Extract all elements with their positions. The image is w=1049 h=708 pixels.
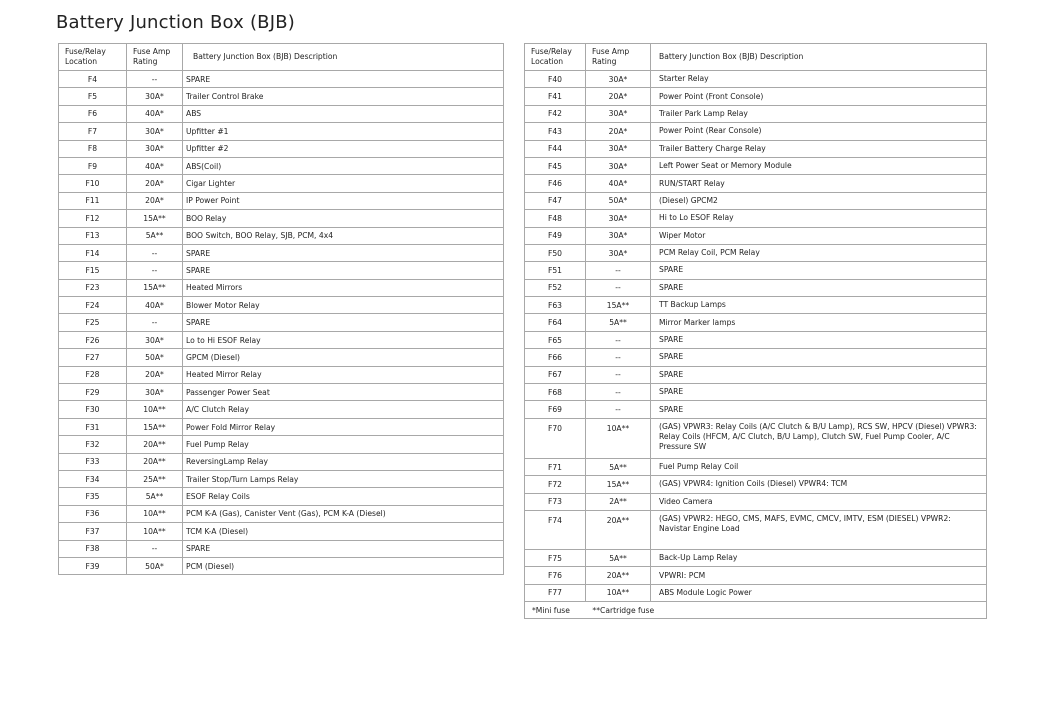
fuse-description: ESOF Relay Coils: [183, 488, 504, 505]
fuse-description: SPARE: [651, 279, 987, 296]
fuse-location: F52: [525, 279, 586, 296]
fuse-description: PCM (Diesel): [183, 557, 504, 574]
fuse-rating: --: [586, 384, 651, 401]
fuse-rating: --: [586, 279, 651, 296]
fuse-rating: 5A**: [127, 488, 183, 505]
fuse-rating: 10A**: [586, 418, 651, 458]
fuse-description: TCM K-A (Diesel): [183, 523, 504, 540]
fuse-rating: 20A*: [586, 123, 651, 140]
table-row: [525, 418, 987, 458]
fuse-description: Mirror Marker lamps: [651, 314, 987, 331]
fuse-description: SPARE: [183, 540, 504, 557]
fuse-rating: 30A*: [586, 140, 651, 157]
table-row: [59, 523, 504, 540]
table-row: [525, 331, 987, 348]
fuse-location: F69: [525, 401, 586, 418]
fuse-rating: 30A*: [127, 384, 183, 401]
fuse-location: F73: [525, 493, 586, 510]
fuse-location: F37: [59, 523, 127, 540]
fuse-description: SPARE: [651, 262, 987, 279]
fuse-rating: 5A**: [586, 314, 651, 331]
fuse-description: ABS: [183, 105, 504, 122]
fuse-rating: 20A**: [127, 436, 183, 453]
table-row: [525, 123, 987, 140]
table-row: [525, 314, 987, 331]
fuse-description: A/C Clutch Relay: [183, 401, 504, 418]
fuse-description: (GAS) VPWR4: Ignition Coils (Diesel) VPWR4: TCM: [651, 476, 987, 493]
table-row: [59, 88, 504, 105]
fuse-location: F23: [59, 279, 127, 296]
fuse-rating: 40A*: [127, 297, 183, 314]
table-row: [59, 401, 504, 418]
table-row: [59, 105, 504, 122]
fuse-description: RUN/START Relay: [651, 175, 987, 192]
table-row: [59, 384, 504, 401]
fuse-rating: --: [127, 540, 183, 557]
fuse-location: F24: [59, 297, 127, 314]
table-row: [59, 123, 504, 140]
table-row: [59, 557, 504, 574]
table-row: [525, 401, 987, 418]
fuse-description: Power Point (Rear Console): [651, 123, 987, 140]
fuse-location: F15: [59, 262, 127, 279]
table-row: [59, 488, 504, 505]
fuse-rating: --: [586, 366, 651, 383]
table-row: [59, 175, 504, 192]
table-row: [525, 175, 987, 192]
fuse-location: F14: [59, 244, 127, 261]
fuse-rating: --: [586, 262, 651, 279]
table-row: [59, 192, 504, 209]
fuse-rating: 20A*: [127, 175, 183, 192]
fuse-rating: --: [586, 331, 651, 348]
fuse-rating: 15A**: [586, 476, 651, 493]
fuse-location: F12: [59, 210, 127, 227]
fuse-description: BOO Relay: [183, 210, 504, 227]
header-description: Battery Junction Box (BJB) Description: [183, 44, 504, 71]
fuse-location: F66: [525, 349, 586, 366]
table-row: [525, 366, 987, 383]
fuse-location: F65: [525, 331, 586, 348]
fuse-description: Hi to Lo ESOF Relay: [651, 210, 987, 227]
fuse-description: Wiper Motor: [651, 227, 987, 244]
fuse-description: BOO Switch, BOO Relay, SJB, PCM, 4x4: [183, 227, 504, 244]
table-row: [59, 470, 504, 487]
fuse-rating: 10A**: [127, 523, 183, 540]
fuse-location: F47: [525, 192, 586, 209]
fuse-table-right: [524, 43, 987, 619]
fuse-location: F46: [525, 175, 586, 192]
fuse-rating: --: [127, 262, 183, 279]
fuse-location: F32: [59, 436, 127, 453]
fuse-description: Trailer Stop/Turn Lamps Relay: [183, 470, 504, 487]
fuse-rating: 15A**: [127, 279, 183, 296]
fuse-rating: 30A*: [586, 244, 651, 261]
fuse-location: F63: [525, 297, 586, 314]
fuse-location: F42: [525, 105, 586, 122]
fuse-description: Lo to Hi ESOF Relay: [183, 331, 504, 348]
fuse-rating: --: [586, 401, 651, 418]
fuse-rating: 40A*: [586, 175, 651, 192]
fuse-rating: 40A*: [127, 157, 183, 174]
fuse-rating: 30A*: [586, 210, 651, 227]
fuse-description: (GAS) VPWR2: HEGO, CMS, MAFS, EVMC, CMCV, IMTV, ESM (DIESEL) VPWR2: Navistar Engine Load: [651, 510, 987, 549]
fuse-description: SPARE: [183, 71, 504, 88]
table-row: [59, 297, 504, 314]
table-row: [525, 105, 987, 122]
fuse-description: Trailer Park Lamp Relay: [651, 105, 987, 122]
fuse-description: ABS Module Logic Power: [651, 584, 987, 601]
table-row: [525, 584, 987, 601]
table-row: [525, 210, 987, 227]
fuse-description: SPARE: [651, 349, 987, 366]
fuse-location: F13: [59, 227, 127, 244]
fuse-rating: 30A*: [127, 331, 183, 348]
fuse-rating: 50A*: [586, 192, 651, 209]
table-row: [525, 244, 987, 261]
footnote-row: [525, 602, 987, 619]
table-row: [525, 567, 987, 584]
fuse-rating: 25A**: [127, 470, 183, 487]
table-row: [525, 458, 987, 475]
fuse-rating: 15A**: [127, 210, 183, 227]
table-row: [59, 540, 504, 557]
table-header-row: [525, 44, 987, 71]
table-row: [525, 279, 987, 296]
fuse-rating: --: [127, 314, 183, 331]
fuse-description: PCM Relay Coil, PCM Relay: [651, 244, 987, 261]
fuse-rating: 30A*: [586, 71, 651, 88]
header-description: Battery Junction Box (BJB) Description: [651, 44, 987, 71]
fuse-location: F4: [59, 71, 127, 88]
fuse-description: Left Power Seat or Memory Module: [651, 157, 987, 174]
fuse-location: F30: [59, 401, 127, 418]
fuse-description: TT Backup Lamps: [651, 297, 987, 314]
fuse-location: F8: [59, 140, 127, 157]
table-row: [59, 366, 504, 383]
fuse-rating: 15A**: [127, 418, 183, 435]
fuse-location: F68: [525, 384, 586, 401]
fuse-rating: 30A*: [586, 105, 651, 122]
table-row: [59, 418, 504, 435]
fuse-rating: --: [127, 71, 183, 88]
table-row: [525, 88, 987, 105]
fuse-location: F43: [525, 123, 586, 140]
table-row: [59, 227, 504, 244]
fuse-location: F77: [525, 584, 586, 601]
fuse-location: F49: [525, 227, 586, 244]
fuse-location: F29: [59, 384, 127, 401]
table-row: [59, 244, 504, 261]
header-location: Fuse/Relay Location: [59, 44, 127, 71]
fuse-location: F35: [59, 488, 127, 505]
fuse-location: F9: [59, 157, 127, 174]
fuse-rating: 20A*: [586, 88, 651, 105]
fuse-description: ReversingLamp Relay: [183, 453, 504, 470]
footnote-mini: *Mini fuse: [532, 605, 570, 615]
fuse-location: F76: [525, 567, 586, 584]
table-row: [525, 140, 987, 157]
fuse-description: Upfitter #2: [183, 140, 504, 157]
fuse-location: F11: [59, 192, 127, 209]
fuse-rating: 30A*: [127, 88, 183, 105]
fuse-rating: 10A**: [127, 401, 183, 418]
table-row: [59, 436, 504, 453]
fuse-description: SPARE: [651, 384, 987, 401]
fuse-rating: 30A*: [127, 123, 183, 140]
fuse-rating: 30A*: [127, 140, 183, 157]
table-header-row: [59, 44, 504, 71]
table-row: [525, 71, 987, 88]
fuse-location: F50: [525, 244, 586, 261]
fuse-description: Fuel Pump Relay: [183, 436, 504, 453]
table-row: [59, 210, 504, 227]
fuse-rating: 2A**: [586, 493, 651, 510]
table-row: [525, 297, 987, 314]
fuse-description: Back-Up Lamp Relay: [651, 549, 987, 566]
fuse-rating: 5A**: [586, 458, 651, 475]
table-row: [525, 349, 987, 366]
fuse-location: F5: [59, 88, 127, 105]
fuse-description: Cigar Lighter: [183, 175, 504, 192]
fuse-description: SPARE: [651, 401, 987, 418]
fuse-location: F48: [525, 210, 586, 227]
fuse-rating: 20A*: [127, 366, 183, 383]
fuse-location: F27: [59, 349, 127, 366]
header-rating: Fuse Amp Rating: [586, 44, 651, 71]
fuse-location: F26: [59, 331, 127, 348]
table-row: [525, 157, 987, 174]
table-row: [59, 505, 504, 522]
fuse-location: F40: [525, 71, 586, 88]
fuse-description: SPARE: [183, 262, 504, 279]
fuse-location: F33: [59, 453, 127, 470]
fuse-rating: 20A**: [127, 453, 183, 470]
fuse-location: F10: [59, 175, 127, 192]
fuse-description: ABS(Coil): [183, 157, 504, 174]
fuse-location: F7: [59, 123, 127, 140]
fuse-rating: 50A*: [127, 349, 183, 366]
fuse-location: F64: [525, 314, 586, 331]
table-row: [525, 510, 987, 549]
fuse-location: F39: [59, 557, 127, 574]
table-row: [59, 71, 504, 88]
fuse-description: Blower Motor Relay: [183, 297, 504, 314]
fuse-description: SPARE: [183, 314, 504, 331]
fuse-description: Starter Relay: [651, 71, 987, 88]
table-row: [525, 384, 987, 401]
table-row: [525, 262, 987, 279]
fuse-rating: 30A*: [586, 157, 651, 174]
table-row: [525, 549, 987, 566]
fuse-location: F74: [525, 510, 586, 549]
fuse-description: GPCM (Diesel): [183, 349, 504, 366]
fuse-rating: --: [586, 349, 651, 366]
fuse-location: F6: [59, 105, 127, 122]
table-row: [59, 140, 504, 157]
fuse-description: SPARE: [651, 366, 987, 383]
fuse-description: SPARE: [183, 244, 504, 261]
fuse-description: Video Camera: [651, 493, 987, 510]
table-row: [525, 476, 987, 493]
fuse-description: Trailer Control Brake: [183, 88, 504, 105]
fuse-location: F34: [59, 470, 127, 487]
table-row: [525, 192, 987, 209]
fuse-description: IP Power Point: [183, 192, 504, 209]
fuse-description: Power Point (Front Console): [651, 88, 987, 105]
fuse-location: F72: [525, 476, 586, 493]
fuse-location: F41: [525, 88, 586, 105]
fuse-description: Trailer Battery Charge Relay: [651, 140, 987, 157]
fuse-rating: 15A**: [586, 297, 651, 314]
fuse-description: Fuel Pump Relay Coil: [651, 458, 987, 475]
header-location: Fuse/Relay Location: [525, 44, 586, 71]
fuse-location: F36: [59, 505, 127, 522]
fuse-description: Upfitter #1: [183, 123, 504, 140]
fuse-description: Heated Mirrors: [183, 279, 504, 296]
footnote-cartridge: **Cartridge fuse: [592, 605, 655, 615]
table-row: [59, 349, 504, 366]
fuse-rating: 50A*: [127, 557, 183, 574]
fuse-description: SPARE: [651, 331, 987, 348]
fuse-location: F67: [525, 366, 586, 383]
fuse-rating: 20A*: [127, 192, 183, 209]
table-row: [59, 279, 504, 296]
fuse-location: F28: [59, 366, 127, 383]
fuse-rating: --: [127, 244, 183, 261]
fuse-description: PCM K-A (Gas), Canister Vent (Gas), PCM K-A (Diesel): [183, 505, 504, 522]
fuse-rating: 10A**: [586, 584, 651, 601]
fuse-location: F75: [525, 549, 586, 566]
fuse-rating: 5A**: [127, 227, 183, 244]
table-row: [59, 331, 504, 348]
fuse-rating: 40A*: [127, 105, 183, 122]
table-row: [59, 157, 504, 174]
fuse-description: Power Fold Mirror Relay: [183, 418, 504, 435]
fuse-description: (GAS) VPWR3: Relay Coils (A/C Clutch & B/U Lamp), RCS SW, HPCV (Diesel) VPWR3: Relay Coils (HFCM, A/C Clutch, B/U Lamp), Clutch SW, Fuel Pump Cooler, A/C Pressure SW: [651, 418, 987, 458]
table-row: [59, 453, 504, 470]
page-title: Battery Junction Box (BJB): [56, 12, 295, 33]
fuse-description: (Diesel) GPCM2: [651, 192, 987, 209]
fuse-table-left: [58, 43, 504, 575]
fuse-description: Heated Mirror Relay: [183, 366, 504, 383]
fuse-location: F45: [525, 157, 586, 174]
fuse-location: F31: [59, 418, 127, 435]
fuse-rating: 30A*: [586, 227, 651, 244]
fuse-location: F70: [525, 418, 586, 458]
fuse-description: Passenger Power Seat: [183, 384, 504, 401]
table-row: [525, 493, 987, 510]
fuse-rating: 10A**: [127, 505, 183, 522]
fuse-location: F51: [525, 262, 586, 279]
fuse-location: F38: [59, 540, 127, 557]
fuse-rating: 20A**: [586, 567, 651, 584]
table-row: [59, 314, 504, 331]
fuse-rating: 5A**: [586, 549, 651, 566]
fuse-description: VPWRI: PCM: [651, 567, 987, 584]
header-rating: Fuse Amp Rating: [127, 44, 183, 71]
fuse-rating: 20A**: [586, 510, 651, 549]
fuse-location: F71: [525, 458, 586, 475]
fuse-location: F44: [525, 140, 586, 157]
table-row: [525, 227, 987, 244]
table-row: [59, 262, 504, 279]
fuse-location: F25: [59, 314, 127, 331]
